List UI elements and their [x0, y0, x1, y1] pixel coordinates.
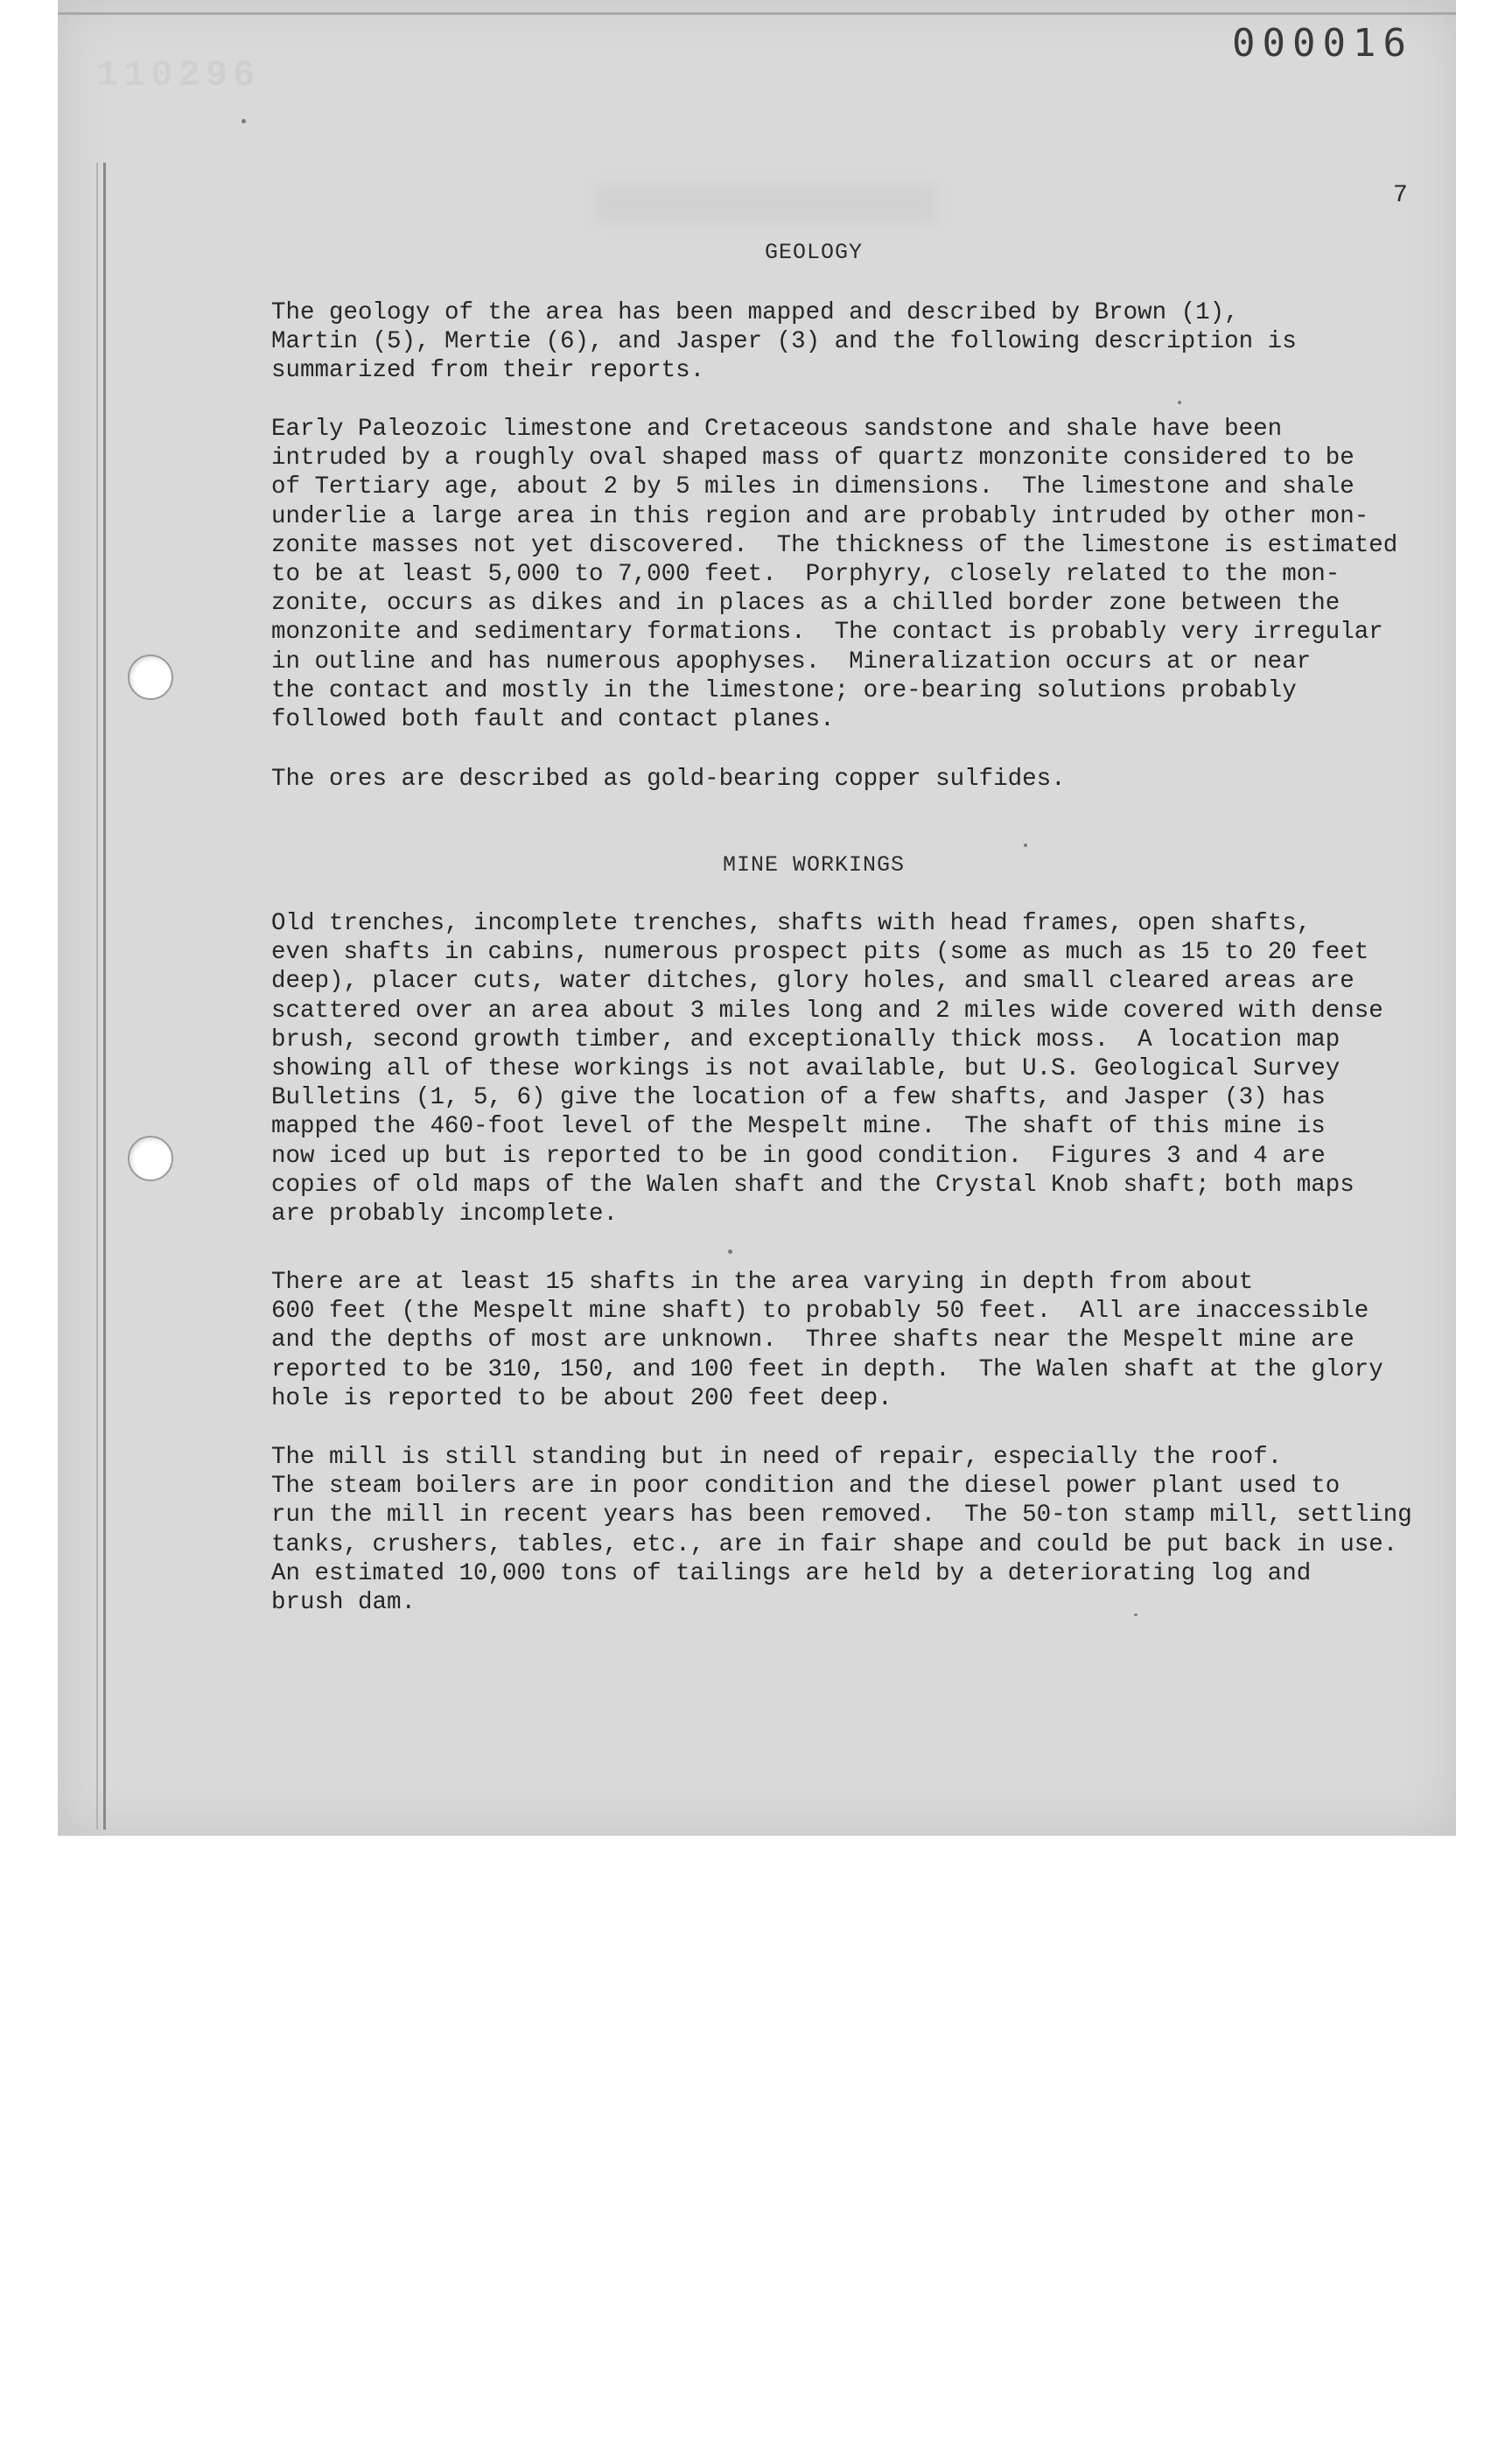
binding-margin-line-faint	[96, 163, 98, 1830]
punch-hole-lower	[128, 1136, 173, 1181]
faded-stamp-number: 110296	[96, 54, 261, 96]
geology-paragraph-2: Early Paleozoic limestone and Cretaceous sandstone and shale have been intruded by a roughly oval shaped mass of quartz monzonite considered to be of Tertiary age, about 2 by 5 miles in dimensions. The limestone and shale underlie a large area in this region and are probably intruded by other mon- zonite masses not yet discovered. The thickness of the limestone is estimated to be at least 5,000 to 7,000 feet. Porphyry, closely related to the mon- zonite, occurs as dikes and in places as a chilled border zone between the monzonite and sedimentary formations. The contact is probably very irregular in outline and has numerous apophyses. Mineralization occurs at or near the contact and mostly in the limestone; ore-bearing solutions probably followed both fault and contact planes.	[271, 416, 1398, 734]
scan-speck	[1024, 844, 1027, 847]
page-number: 7	[1393, 182, 1408, 209]
bleed-through-smudge	[595, 184, 936, 224]
scan-speck	[242, 119, 246, 123]
page-top-edge	[58, 12, 1456, 15]
scan-speck	[1134, 1614, 1138, 1616]
mine-workings-heading: MINE WORKINGS	[722, 852, 906, 878]
geology-paragraph-3: The ores are described as gold-bearing copper sulfides.	[271, 766, 1066, 793]
mine-workings-paragraph-2: There are at least 15 shafts in the area varying in depth from about 600 feet (the Mespelt mine shaft) to probably 50 feet. All are inaccessible and the depths of most are unknown. Three shafts near the Mespelt mine are reported to be 310, 150, and 100 feet in depth. The Walen shaft at the glory hole is reported to be about 200 feet deep.	[271, 1269, 1383, 1412]
punch-hole-upper	[128, 654, 173, 700]
mine-workings-paragraph-3: The mill is still standing but in need of repair, especially the roof. The steam boilers are in poor condition and the diesel power plant used to run the mill in recent years has been removed. The 50-ton stamp mill, settling tanks, crushers, tables, etc., are in fair shape and could be put back in use. An estimated 10,000 tons of tailings are held by a deteriorating log and brush dam.	[271, 1444, 1412, 1617]
scan-speck	[1178, 401, 1181, 404]
scan-speck	[728, 1250, 732, 1254]
document-number: 000016	[1232, 21, 1413, 66]
geology-paragraph-1: The geology of the area has been mapped and described by Brown (1), Martin (5), Mertie (6), and Jasper (3) and the following description is summarized from their reports.	[271, 299, 1297, 385]
mine-workings-paragraph-1: Old trenches, incomplete trenches, shafts with head frames, open shafts, even shafts in cabins, numerous prospect pits (some as much as 15 to 20 feet deep), placer cuts, water ditches, glory holes, and small cleared areas are scattered over an area about 3 miles long and 2 miles wide covered with dense brush, second growth timber, and exceptionally thick moss. A location map showing all of these workings is not available, but U.S. Geological Survey Bulletins (1, 5, 6) give the location of a few shafts, and Jasper (3) has mapped the 460-foot level of the Mespelt mine. The shaft of this mine is now iced up but is reported to be in good condition. Figures 3 and 4 are copies of old maps of the Walen shaft and the Crystal Knob shaft; both maps are probably incomplete.	[271, 910, 1383, 1228]
geology-heading: GEOLOGY	[764, 240, 864, 265]
binding-margin-line	[103, 163, 106, 1830]
